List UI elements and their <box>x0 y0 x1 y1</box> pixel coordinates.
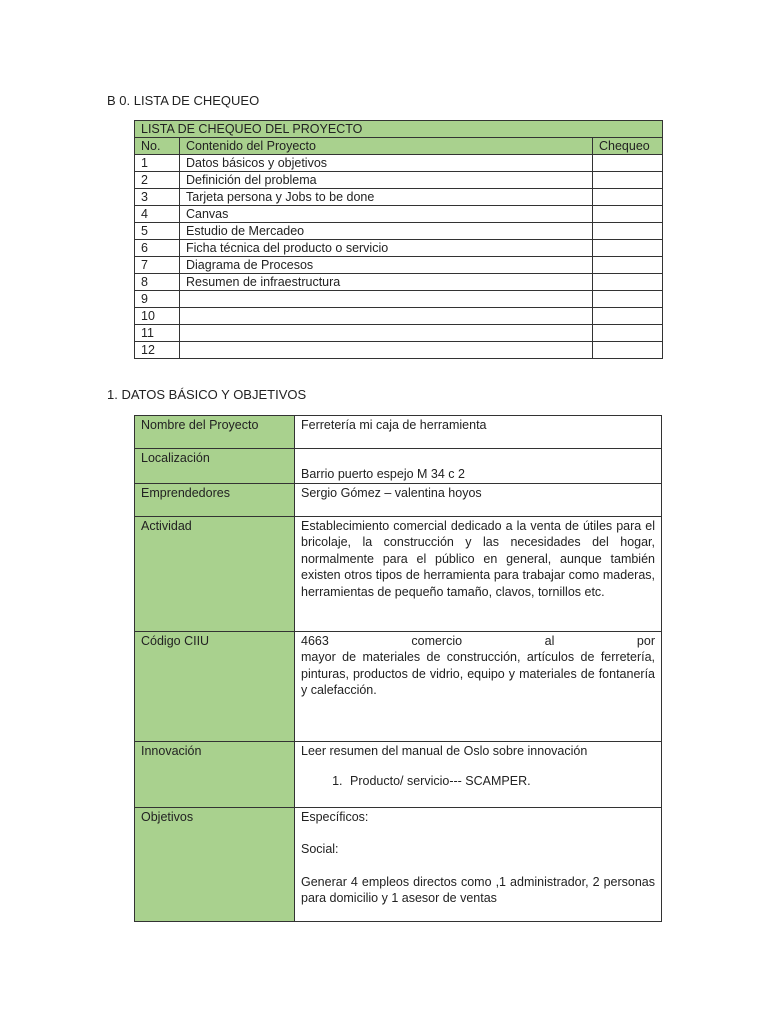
col-header-check: Chequeo <box>593 138 663 155</box>
label-emprendedores: Emprendedores <box>135 483 295 516</box>
col-header-content: Contenido del Proyecto <box>180 138 593 155</box>
row-check <box>593 172 663 189</box>
checklist-table <box>134 120 663 359</box>
row-content: Diagrama de Procesos <box>180 257 593 274</box>
row-innovacion <box>135 741 662 807</box>
row-number: 12 <box>135 342 180 359</box>
row-number: 6 <box>135 240 180 257</box>
row-check <box>593 257 663 274</box>
row-content <box>180 308 593 325</box>
row-content: Estudio de Mercadeo <box>180 223 593 240</box>
value-actividad: Establecimiento comercial dedicado a la venta de útiles para el bricolaje, la construcción y las necesidades del hogar, normalmente para el público en general, aunque también existen otros tipos de herramienta para trabajar como maderas, herramientas de pequeño tamaño, clavos, tornillos etc. <box>295 516 662 631</box>
row-content: Canvas <box>180 206 593 223</box>
row-content: Datos básicos y objetivos <box>180 155 593 172</box>
row-number: 5 <box>135 223 180 240</box>
checklist-row <box>135 291 663 308</box>
value-innovacion <box>295 741 662 807</box>
checklist-row <box>135 206 663 223</box>
row-content <box>180 291 593 308</box>
row-emprendedores <box>135 483 662 516</box>
localizacion-text: Barrio puerto espejo M 34 c 2 <box>301 467 465 481</box>
row-check <box>593 274 663 291</box>
label-actividad: Actividad <box>135 516 295 631</box>
label-localizacion: Localización <box>135 449 295 484</box>
checklist-heading: B 0. LISTA DE CHEQUEO <box>107 93 260 108</box>
checklist-row <box>135 155 663 172</box>
row-check <box>593 291 663 308</box>
label-innovacion: Innovación <box>135 741 295 807</box>
row-number: 11 <box>135 325 180 342</box>
value-objetivos <box>295 807 662 921</box>
ciiu-line1: 4663 comercio al por <box>301 633 655 648</box>
row-number: 4 <box>135 206 180 223</box>
checklist-title: LISTA DE CHEQUEO DEL PROYECTO <box>135 121 663 138</box>
checklist-row <box>135 325 663 342</box>
checklist-row <box>135 342 663 359</box>
row-check <box>593 223 663 240</box>
row-check <box>593 206 663 223</box>
checklist-row <box>135 257 663 274</box>
checklist-row <box>135 308 663 325</box>
row-number: 3 <box>135 189 180 206</box>
datos-table <box>134 415 662 922</box>
label-objetivos: Objetivos <box>135 807 295 921</box>
value-nombre: Ferretería mi caja de herramienta <box>295 416 662 449</box>
row-actividad <box>135 516 662 631</box>
datos-heading: 1. DATOS BÁSICO Y OBJETIVOS <box>107 387 307 402</box>
objetivos-text: Generar 4 empleos directos como ,1 administrador, 2 personas para domicilio y 1 asesor de ventas <box>301 874 655 905</box>
row-content <box>180 342 593 359</box>
row-number: 1 <box>135 155 180 172</box>
checklist-row <box>135 172 663 189</box>
row-number: 2 <box>135 172 180 189</box>
objetivos-social: Social: <box>301 842 339 856</box>
checklist-row <box>135 274 663 291</box>
value-emprendedores: Sergio Gómez – valentina hoyos <box>295 483 662 516</box>
row-number: 10 <box>135 308 180 325</box>
label-ciiu: Código CIIU <box>135 631 295 741</box>
row-check <box>593 342 663 359</box>
row-check <box>593 240 663 257</box>
row-content <box>180 325 593 342</box>
row-number: 7 <box>135 257 180 274</box>
checklist-row <box>135 189 663 206</box>
row-nombre <box>135 416 662 449</box>
row-check <box>593 155 663 172</box>
checklist-title-row <box>135 121 663 138</box>
row-number: 9 <box>135 291 180 308</box>
row-content: Ficha técnica del producto o servicio <box>180 240 593 257</box>
value-ciiu <box>295 631 662 741</box>
row-content: Definición del problema <box>180 172 593 189</box>
checklist-row <box>135 240 663 257</box>
checklist-row <box>135 223 663 240</box>
innovacion-item: 1. Producto/ servicio--- SCAMPER. <box>346 773 655 790</box>
checklist-header-row <box>135 138 663 155</box>
row-check <box>593 308 663 325</box>
innovacion-text: Leer resumen del manual de Oslo sobre innovación <box>301 743 588 758</box>
row-number: 8 <box>135 274 180 291</box>
label-nombre: Nombre del Proyecto <box>135 416 295 449</box>
row-check <box>593 325 663 342</box>
col-header-no: No. <box>135 138 180 155</box>
row-ciiu <box>135 631 662 741</box>
row-objetivos <box>135 807 662 921</box>
row-check <box>593 189 663 206</box>
objetivos-especificos: Específicos: <box>301 809 369 824</box>
ciiu-text: mayor de materiales de construcción, artículos de ferretería, pinturas, productos de vidrio, equipo y materiales de fontanería y calefacción. <box>301 650 655 697</box>
value-localizacion <box>295 449 662 484</box>
innovacion-list <box>301 773 655 790</box>
row-content: Tarjeta persona y Jobs to be done <box>180 189 593 206</box>
row-content: Resumen de infraestructura <box>180 274 593 291</box>
row-localizacion <box>135 449 662 484</box>
